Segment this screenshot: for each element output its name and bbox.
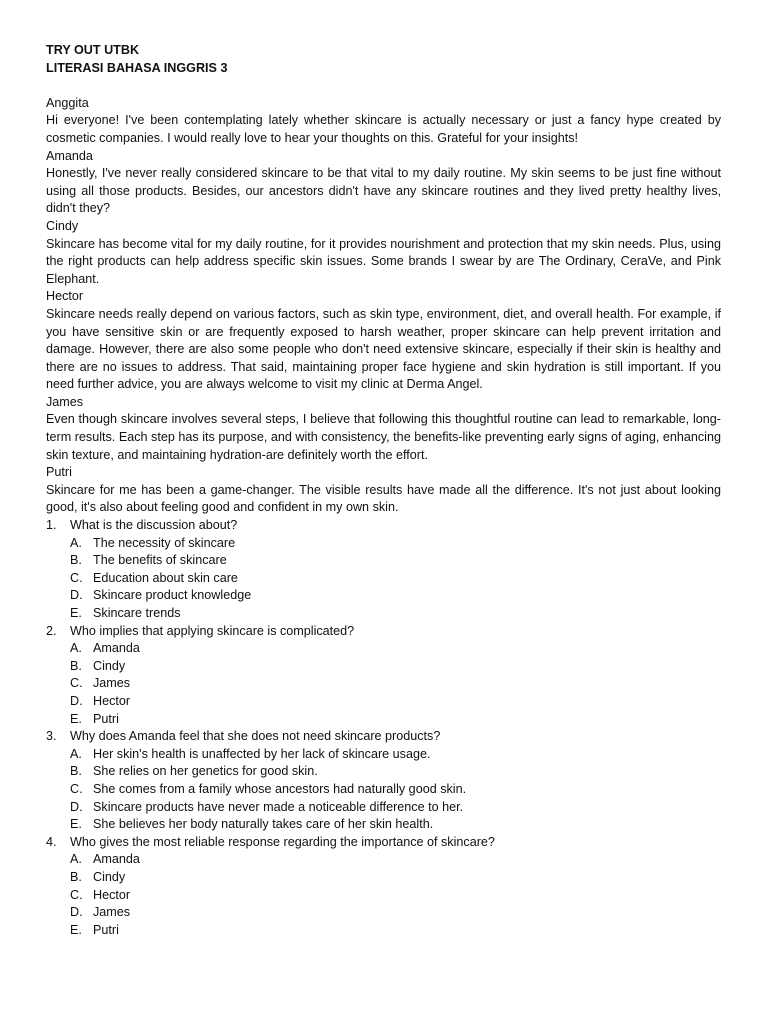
question-item bbox=[46, 728, 721, 834]
answer-option[interactable] bbox=[70, 640, 721, 658]
question-number: 1. bbox=[46, 518, 57, 533]
answer-option[interactable] bbox=[70, 570, 721, 588]
option-text: Skincare product knowledge bbox=[93, 588, 252, 603]
option-text: Her skin's health is unaffected by her lack of skincare usage. bbox=[93, 746, 431, 761]
answer-option[interactable] bbox=[70, 675, 721, 693]
question-item bbox=[46, 834, 721, 940]
answer-option[interactable] bbox=[70, 605, 721, 623]
option-letter: C. bbox=[70, 781, 83, 796]
answer-option[interactable] bbox=[70, 887, 721, 905]
speaker-name: Cindy bbox=[46, 218, 79, 233]
answer-option[interactable] bbox=[70, 904, 721, 922]
speaker-message: Honestly, I've never really considered skincare to be that vital to my daily routine. My skin seems to be just fine without using all those products. Besides, our ancestors didn't have any skincare routines and they lived pretty healthy lives, didn't they? bbox=[46, 166, 721, 216]
option-letter: C. bbox=[70, 887, 83, 902]
answer-option[interactable] bbox=[70, 658, 721, 676]
answer-options bbox=[46, 746, 721, 834]
document-title-line1: TRY OUT UTBK bbox=[46, 43, 140, 57]
answer-option[interactable] bbox=[70, 763, 721, 781]
option-letter: D. bbox=[70, 799, 83, 814]
option-text: Amanda bbox=[93, 852, 140, 867]
option-text: The benefits of skincare bbox=[93, 553, 227, 568]
question-text: What is the discussion about? bbox=[70, 518, 238, 533]
option-letter: A. bbox=[70, 746, 82, 761]
option-text: James bbox=[93, 905, 131, 920]
answer-option[interactable] bbox=[70, 922, 721, 940]
document-page bbox=[46, 42, 721, 939]
option-letter: D. bbox=[70, 693, 83, 708]
speaker-name: Amanda bbox=[46, 148, 93, 163]
question-item bbox=[46, 623, 721, 729]
question-row bbox=[46, 623, 721, 641]
question-text: Who implies that applying skincare is complicated? bbox=[70, 623, 355, 638]
option-letter: A. bbox=[70, 535, 82, 550]
option-letter: A. bbox=[70, 852, 82, 867]
answer-options bbox=[46, 535, 721, 623]
option-letter: C. bbox=[70, 676, 83, 691]
answer-option[interactable] bbox=[70, 746, 721, 764]
option-letter: E. bbox=[70, 817, 82, 832]
question-number: 3. bbox=[46, 729, 57, 744]
answer-option[interactable] bbox=[70, 799, 721, 817]
option-text: Cindy bbox=[93, 869, 126, 884]
option-text: She comes from a family whose ancestors had naturally good skin. bbox=[93, 781, 467, 796]
option-text: Skincare trends bbox=[93, 606, 181, 620]
option-text: The necessity of skincare bbox=[93, 535, 236, 550]
speaker-message: Even though skincare involves several steps, I believe that following this thoughtful routine can lead to remarkable, long-term results. Each step has its purpose, and with consistency, the benefits-like preventing early signs of aging, enhancing skin texture, and maintaining hydration-are definitely worth the effort. bbox=[46, 412, 721, 462]
option-text: She relies on her genetics for good skin. bbox=[93, 764, 318, 779]
answer-option[interactable] bbox=[70, 711, 721, 729]
answer-option[interactable] bbox=[70, 587, 721, 605]
option-letter: E. bbox=[70, 606, 82, 620]
answer-option[interactable] bbox=[70, 816, 721, 834]
option-letter: D. bbox=[70, 588, 83, 603]
question-number: 2. bbox=[46, 623, 57, 638]
speaker-name: Putri bbox=[46, 465, 72, 480]
answer-option[interactable] bbox=[70, 851, 721, 869]
speaker-name: Anggita bbox=[46, 95, 89, 110]
answer-option[interactable] bbox=[70, 552, 721, 570]
option-letter: B. bbox=[70, 869, 82, 884]
option-text: Hector bbox=[93, 693, 131, 708]
option-text: Cindy bbox=[93, 658, 126, 673]
option-letter: E. bbox=[70, 922, 82, 937]
question-text: Who gives the most reliable response regarding the importance of skincare? bbox=[70, 834, 495, 849]
speaker-message: Skincare for me has been a game-changer. The visible results have made all the difference. It's not just about looking good, it's also about feeling good and confident in my own skin. bbox=[46, 482, 721, 515]
speaker-message: Skincare needs really depend on various factors, such as skin type, environment, diet, and overall health. For example, if you have sensitive skin or are frequently exposed to harsh weather, proper skincare can help prevent irritation and damage. However, there are also some people who don't need extensive skincare, especially if their skin is healthy and there are no issues to address. That said, maintaining proper face hygiene and skin hydration is still important. If you need further advice, you are always welcome to visit my clinic at Derma Angel. bbox=[46, 306, 721, 392]
speaker-message: Skincare has become vital for my daily routine, for it provides nourishment and protection that my skin needs. Plus, using the right products can help address specific skin issues. Some brands I swear by are The Ordinary, CeraVe, and Pink Elephant. bbox=[46, 236, 721, 286]
answer-option[interactable] bbox=[70, 869, 721, 887]
speaker-name: Hector bbox=[46, 289, 84, 304]
option-text: Skincare products have never made a noticeable difference to her. bbox=[93, 799, 464, 814]
question-row bbox=[46, 834, 721, 852]
option-text: Hector bbox=[93, 887, 131, 902]
answer-option[interactable] bbox=[70, 781, 721, 799]
answer-option[interactable] bbox=[70, 693, 721, 711]
speaker-message: Hi everyone! I've been contemplating lately whether skincare is actually necessary or just a fancy hype created by cosmetic companies. I would really love to hear your thoughts on this. Grateful for your insights! bbox=[46, 113, 721, 145]
question-row bbox=[46, 728, 721, 746]
option-text: Putri bbox=[93, 922, 119, 937]
option-letter: C. bbox=[70, 570, 83, 585]
question-list bbox=[46, 517, 721, 939]
option-letter: B. bbox=[70, 553, 82, 568]
answer-options bbox=[46, 851, 721, 939]
option-text: Education about skin care bbox=[93, 570, 238, 585]
option-letter: B. bbox=[70, 764, 82, 779]
blank-line bbox=[46, 77, 721, 95]
option-text: James bbox=[93, 676, 131, 691]
question-item bbox=[46, 517, 721, 623]
option-letter: D. bbox=[70, 905, 83, 920]
speaker-name: James bbox=[46, 394, 84, 409]
option-letter: A. bbox=[70, 641, 82, 656]
option-text: Amanda bbox=[93, 641, 140, 656]
question-row bbox=[46, 517, 721, 535]
document-title-line2: LITERASI BAHASA INGGRIS 3 bbox=[46, 60, 228, 75]
option-letter: E. bbox=[70, 711, 82, 726]
answer-option[interactable] bbox=[70, 535, 721, 553]
discussion-thread bbox=[46, 95, 721, 517]
option-letter: B. bbox=[70, 658, 82, 673]
option-text: Putri bbox=[93, 711, 119, 726]
question-text: Why does Amanda feel that she does not need skincare products? bbox=[70, 729, 441, 744]
answer-options bbox=[46, 640, 721, 728]
option-text: She believes her body naturally takes care of her skin health. bbox=[93, 817, 434, 832]
question-number: 4. bbox=[46, 834, 57, 849]
